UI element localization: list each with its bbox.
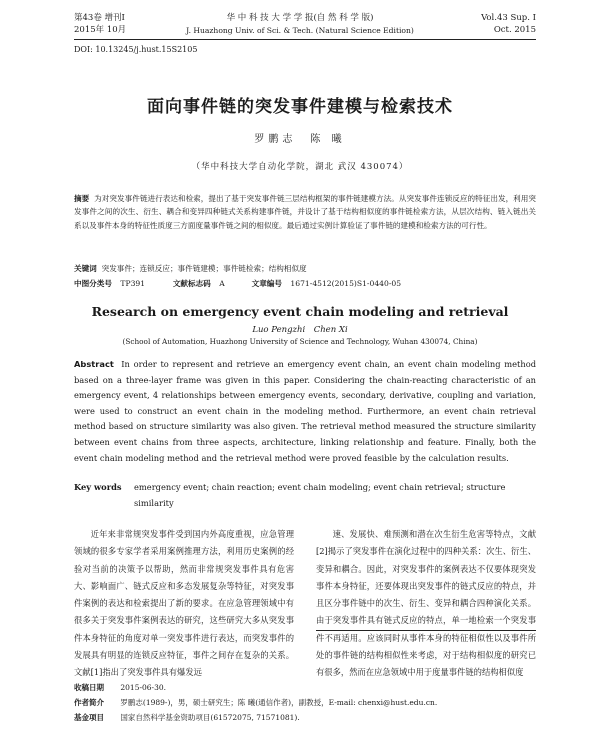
- header-date-en: Oct. 2015: [493, 25, 536, 35]
- abstract-cn: [74, 192, 536, 262]
- header-journal-cn: 华 中 科 技 大 学 学 报(自 然 科 学 版): [226, 13, 374, 23]
- doi: DOI: 10.13245/j.hust.15S2105: [74, 45, 198, 54]
- footnote-received: [74, 680, 536, 695]
- clc-value: TP391: [120, 279, 146, 288]
- clc-label: 中图分类号: [74, 279, 112, 288]
- abstract-en-text: In order to represent and retrieve an emergency event chain, an event chain modeling method based on a three-layer frame was given in this paper. Considering the chain-reacting characteristic of an emergency event, 4 relationships between emergency events, secondary, derivative, coupling and variation, were used to construct an event chain in the modeling method. Furthermore, an event chain retrieval method based on structure similarity was also given. The retrieval method measured the structure similarity between event chains from three aspects, architecture, linking relationship and feature. Finally, both the event chain modeling method and the retrieval method were proved feasible by the calculation results.: [74, 359, 537, 463]
- title-en: Research on emergency event chain modeling and retrieval: [91, 304, 509, 319]
- article-no-value: 1671-4512(2015)S1-0440-05: [290, 279, 402, 288]
- header-issue-cn: 第43卷 增刊Ⅰ: [74, 13, 125, 23]
- abstract-cn-text: 为对突发事件链进行表达和检索，提出了基于突发事件链三层结构框架的事件链建模方法。从突发事件连锁反应的特征出发，利用突发事件之间的次生、衍生、耦合和变异四种链式关系构建事件链，并设计了基于结构相似度的事件链检索方法，从层次结构、链入链出关系以及事件本身的特征性质度三方面度量事件链之间的相似度。最后通过实例计算验证了事件链的建模和检索方法的可行性。: [74, 194, 537, 230]
- footnote-funding: [74, 710, 536, 725]
- footnote-received-text: 2015-06-30.: [120, 683, 167, 692]
- doc-code-label: 文献标志码: [172, 279, 211, 288]
- abstract-cn-label: 摘要: [74, 194, 90, 203]
- header-rule: [74, 39, 536, 40]
- footnote-funding-text: 国家自然科学基金资助项目(61572075, 71571081).: [120, 713, 300, 722]
- authors-en: Luo Pengzhi Chen Xi: [252, 325, 348, 335]
- header-journal-en: J. Huazhong Univ. of Sci. & Tech. (Natural Science Edition): [186, 26, 414, 35]
- classification: [74, 277, 536, 290]
- title-cn: 面向事件链的突发事件建模与检索技术: [147, 97, 453, 117]
- abstract-en: [74, 357, 536, 466]
- footnote-author-text: 罗鹏志(1989-)，男，硕士研究生；陈 曦(通信作者)，副教授，E-mail: chenxi@hust.edu.cn.: [120, 698, 438, 707]
- keywords-cn-text: 突发事件；连锁反应；事件链建模；事件链检索；结构相似度: [101, 264, 307, 273]
- keywords-cn: [74, 262, 536, 275]
- footnote-rule: [316, 630, 536, 631]
- article-no-label: 文章编号: [251, 279, 282, 288]
- header-date-cn: 2015年 10月: [74, 25, 127, 35]
- keywords-en: [74, 480, 536, 511]
- header-issue-en: Vol.43 Sup. Ⅰ: [481, 13, 536, 23]
- footnote-funding-label: 基金项目: [74, 713, 104, 722]
- keywords-en-label: Key words: [74, 482, 122, 492]
- footnote-received-label: 收稿日期: [74, 683, 104, 692]
- abstract-en-label: Abstract: [74, 359, 114, 369]
- body-right-column: 速、发展快、难预测和潜在次生衍生危害等特点，文献[2]揭示了突发事件在演化过程中的四种关系：次生、衍生、变异和耦合。因此，对突发事件的案例表达不仅要体现突发事件本身特征，还要体现出突发事件的链式反应的特点，并且区分事件链中的次生、衍生、变异和耦合四种演化关系。由于突发事件具有链式反应的特点，单一地检索一个突发事件不再适用。应该同时从事件本身的特征相似性以及事件所处的事件链的结构相似性来考虑，对于结构相似度的研究已有很多，然而在应急领域中用于度量事件链的结构相似度: [316, 529, 536, 678]
- affiliation-en: (School of Automation, Huazhong University of Science and Technology, Wuhan 430074, China): [122, 337, 478, 346]
- keywords-cn-label: 关键词: [74, 264, 97, 273]
- authors-cn: 罗鹏志 陈 曦: [254, 134, 346, 145]
- body-left-column: 近年来非常规突发事件受到国内外高度重视，应急管理领域的很多专家学者采用案例推理方法，利用历史案例的经验对当前的决策予以帮助，然而非常规突发事件具有危害大、影响面广、链式反应和多态发展复杂等特征，对突发事件案例的表达和检索提出了新的要求。在应急管理领域中有很多关于突发事件案例表达的研究，这些研究大多从突发事件本身特征的角度对单一突发事件进行表达，而突发事件的发展具有明显的连锁反应特征，事件之间存在复杂的关系。文献[1]指出了突发事件具有爆发远: [74, 529, 294, 678]
- keywords-en-text: emergency event; chain reaction; event chain modeling; event chain retrieval; structure similarity: [134, 482, 506, 508]
- affiliation-cn: （华中科技大学自动化学院，湖北 武汉 430074）: [191, 162, 409, 172]
- doc-code-value: A: [219, 279, 225, 288]
- footnote-author: [74, 695, 536, 710]
- footnote-author-label: 作者简介: [74, 698, 104, 707]
